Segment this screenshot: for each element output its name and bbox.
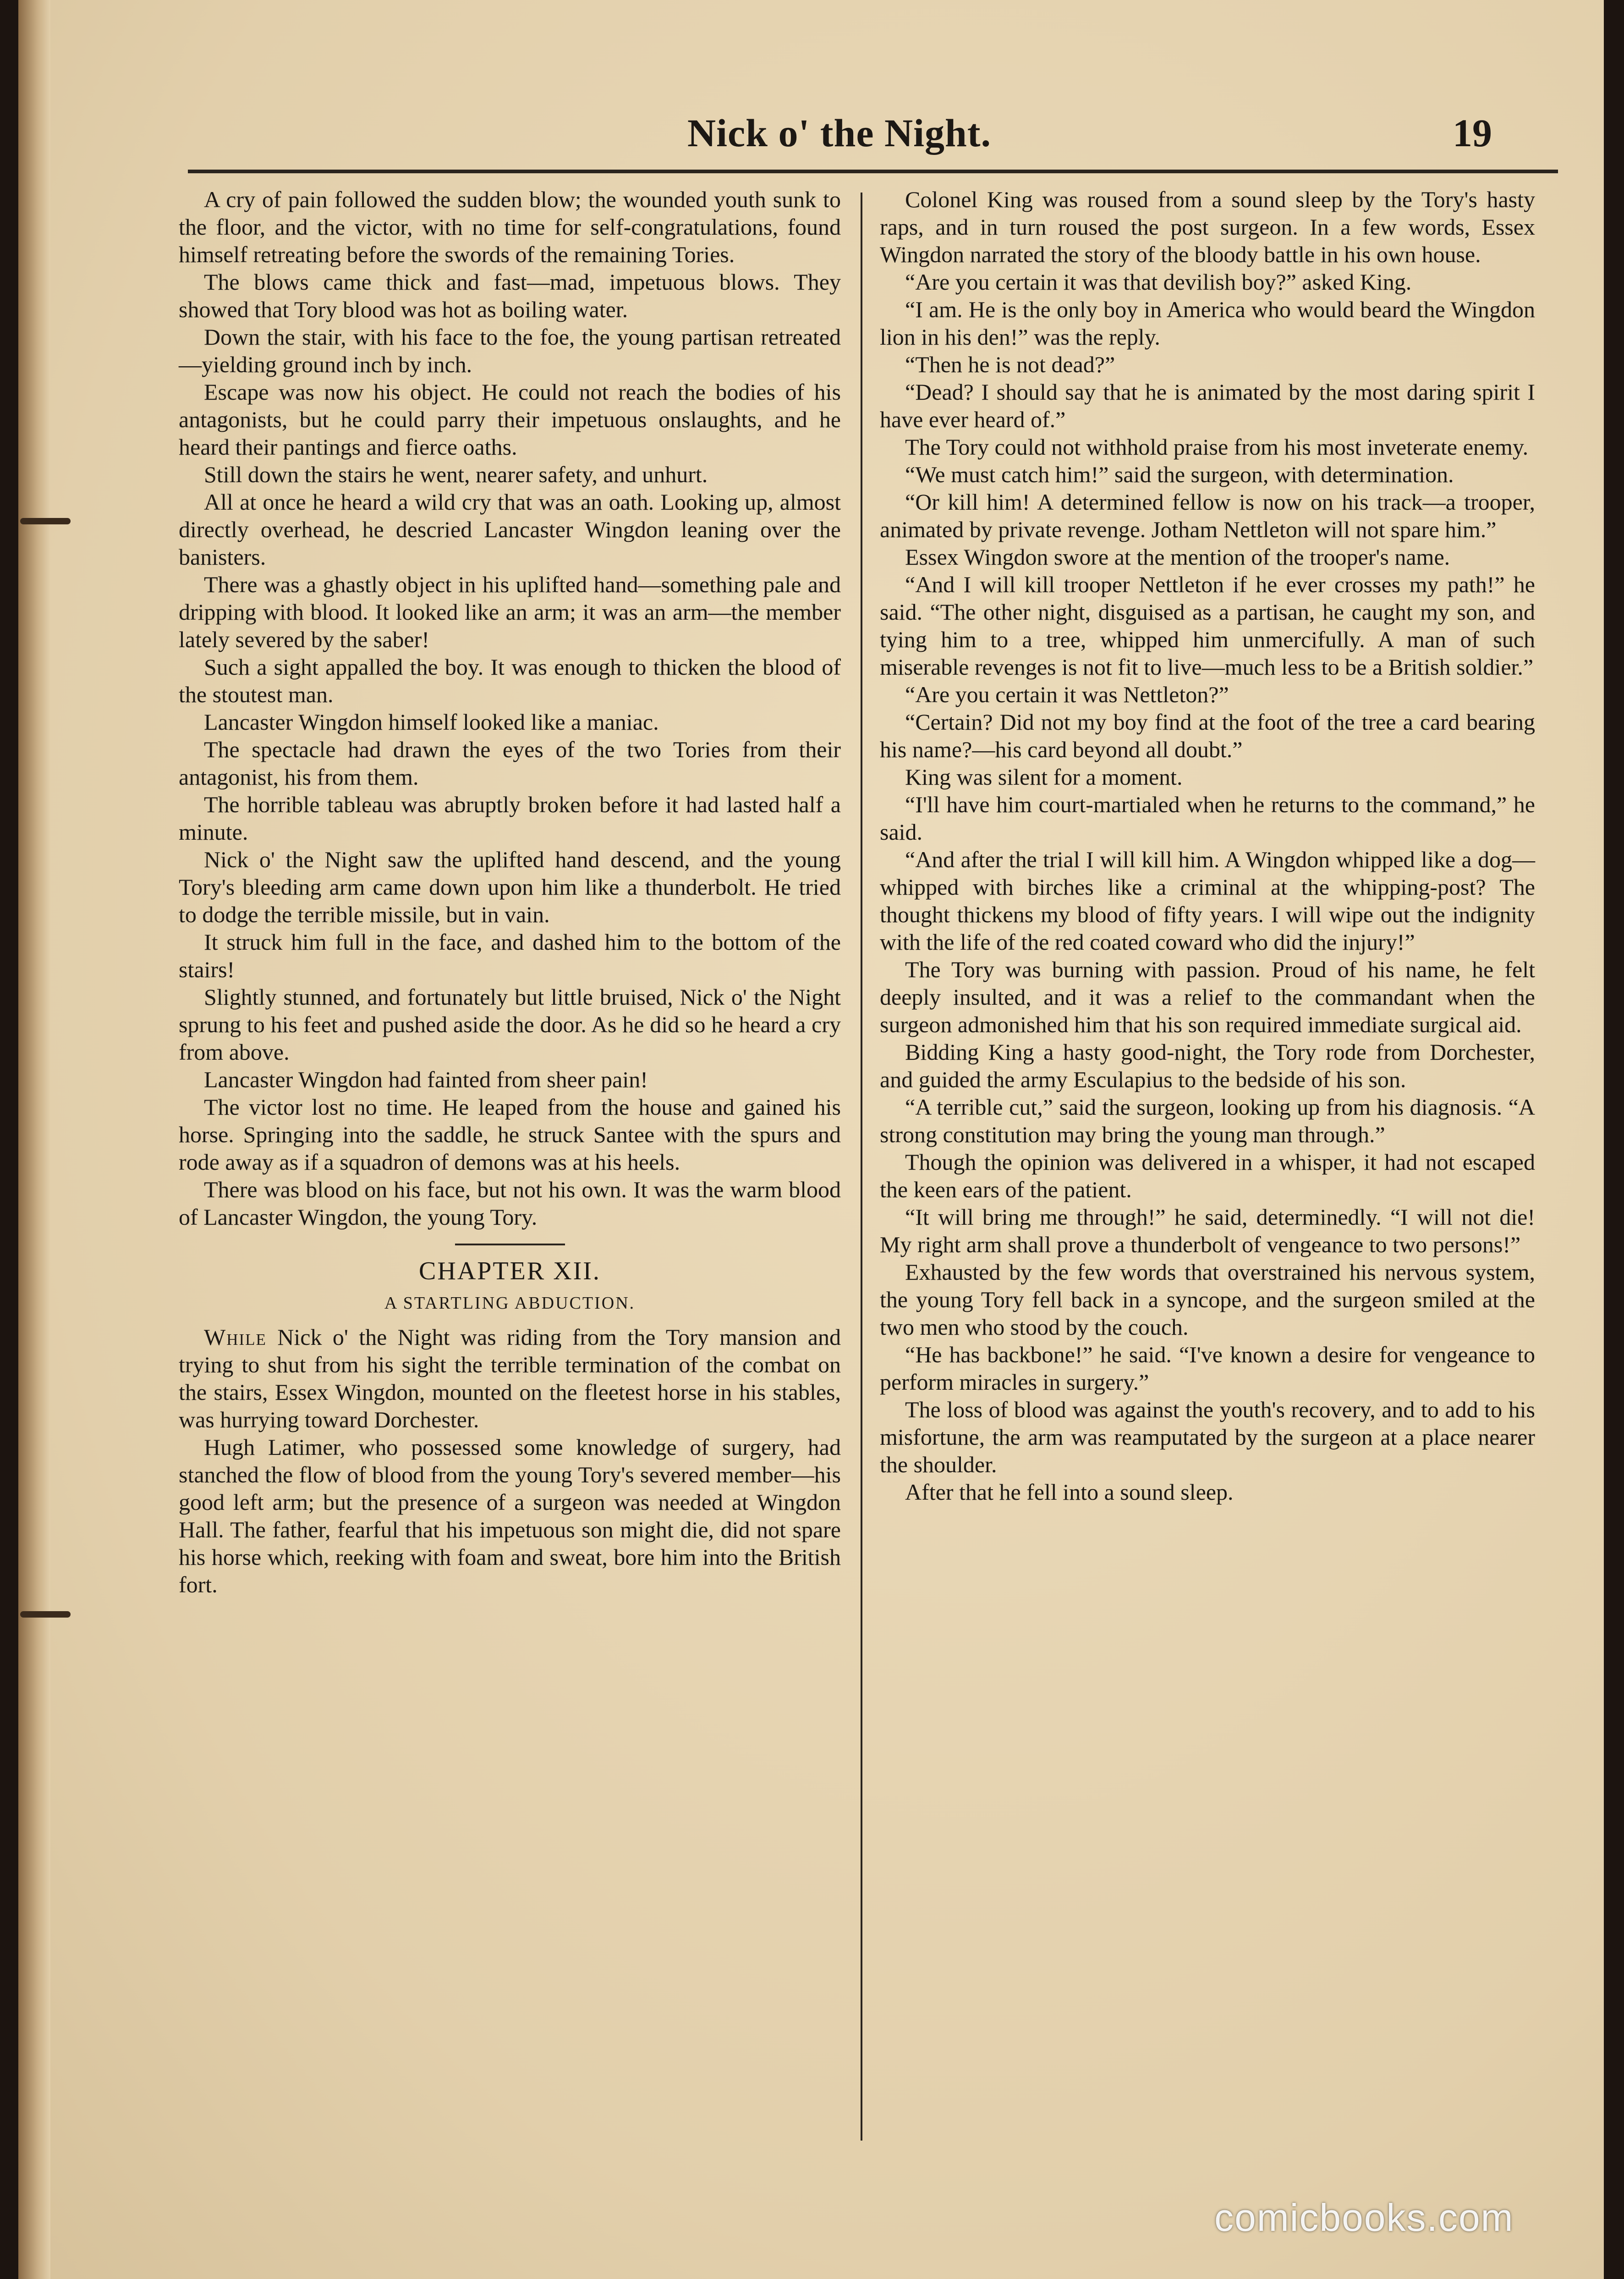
paragraph: “A terrible cut,” said the surgeon, looking up from his diagnosis. “A strong constitution may bring the young man through.”	[880, 1094, 1535, 1147]
paragraph: There was blood on his face, but not his own. It was the warm blood of Lancaster Wingdon, the young Tory.	[179, 1177, 841, 1230]
paragraph: “Are you certain it was that devilish boy?” asked King.	[905, 269, 1412, 295]
paragraph: “I am. He is the only boy in America who would beard the Wingdon lion in his den!” was the reply.	[880, 297, 1535, 350]
paragraph: Essex Wingdon swore at the mention of the trooper's name.	[905, 544, 1450, 570]
paragraph: Bidding King a hasty good-night, the Tory rode from Dorchester, and guided the army Esculapius to the bedside of his son.	[880, 1039, 1535, 1092]
paragraph: A cry of pain followed the sudden blow; the wounded youth sunk to the floor, and the victor, with no time for self-congratulations, found himself retreating before the swords of the remaining Tories.	[179, 187, 841, 267]
right-column	[880, 186, 1535, 1506]
left-column-paragraphs	[179, 186, 841, 1231]
paragraph: “Or kill him! A determined fellow is now on his track—a trooper, animated by private revenge. Jotham Nettleton will not spare him.”	[880, 489, 1535, 542]
paragraph: “It will bring me through!” he said, determinedly. “I will not die! My right arm shall prove a thunderbolt of vengeance to two persons!”	[880, 1204, 1535, 1257]
binding-stitch	[20, 518, 71, 524]
paragraph: “Then he is not dead?”	[905, 352, 1115, 377]
column-divider	[861, 193, 862, 2141]
paragraph: All at once he heard a wild cry that was an oath. Looking up, almost directly overhead, he descried Lancaster Wingdon leaning over the banisters.	[179, 489, 841, 570]
paragraph: Colonel King was roused from a sound sleep by the Tory's hasty raps, and in turn roused the post surgeon. In a few words, Essex Wingdon narrated the story of the bloody battle in his own house.	[880, 187, 1535, 267]
paragraph: After that he fell into a sound sleep.	[905, 1479, 1234, 1505]
watermark: comicbooks.com	[1214, 2196, 1514, 2239]
paragraph: “We must catch him!” said the surgeon, with determination.	[905, 462, 1454, 487]
paragraph: The horrible tableau was abruptly broken before it had lasted half a minute.	[179, 792, 841, 845]
right-column-paragraphs	[880, 186, 1535, 1506]
paragraph: “Are you certain it was Nettleton?”	[905, 682, 1229, 707]
paragraph: The Tory could not withhold praise from his most inveterate enemy.	[905, 434, 1529, 460]
paragraph: The loss of blood was against the youth's recovery, and to add to his misfortune, the arm was reamputated by the surgeon at a place nearer the shoulder.	[880, 1397, 1535, 1477]
paragraph: Escape was now his object. He could not reach the bodies of his antagonists, but he could parry their impetuous onslaughts, and he heard their pantings and fierce oaths.	[179, 379, 841, 460]
paragraph: There was a ghastly object in his uplifted hand—something pale and dripping with blood. It looked like an arm; it was an arm—the member lately severed by the saber!	[179, 572, 841, 652]
paragraph: “And after the trial I will kill him. A Wingdon whipped like a dog—whipped with birches like a criminal at the whipping-post? The thought thickens my blood of fifty years. I will wipe out the indignity with the life of the red coated coward who did the injury!”	[880, 847, 1535, 955]
paragraph: The spectacle had drawn the eyes of the two Tories from their antagonist, his from them.	[179, 737, 841, 790]
chapter-divider-rule	[455, 1244, 565, 1245]
paragraph: Hugh Latimer, who possessed some knowledge of surgery, had stanched the flow of blood from the young Tory's severed member—his good left arm; but the presence of a surgeon was needed at Wingdon Hall. The father, fearful that his impetuous son might die, did not spare his horse which, reeking with foam and sweat, bore him into the British fort.	[179, 1434, 841, 1597]
paragraph: Lancaster Wingdon had fainted from sheer pain!	[204, 1067, 648, 1092]
running-title: Nick o' the Night.	[687, 111, 991, 155]
paragraph: “He has backbone!” he said. “I've known a desire for vengeance to perform miracles in surgery.”	[880, 1342, 1535, 1395]
chapter-heading: CHAPTER XII.	[419, 1257, 601, 1285]
paragraph: The victor lost no time. He leaped from the house and gained his horse. Springing into the saddle, he struck Santee with the spurs and rode away as if a squadron of demons was at his heels.	[179, 1094, 841, 1175]
paragraph: Exhausted by the few words that overstrained his nervous system, the young Tory fell back in a syncope, and the surgeon smiled at the two men who stood by the couch.	[880, 1259, 1535, 1340]
paragraph: Such a sight appalled the boy. It was enough to thicken the blood of the stoutest man.	[179, 654, 841, 707]
left-column-paragraphs-after	[179, 1433, 841, 1598]
paragraph: Lancaster Wingdon himself looked like a maniac.	[204, 709, 659, 735]
paragraph: King was silent for a moment.	[905, 764, 1183, 790]
paragraph: Down the stair, with his face to the foe, the young partisan retreated—yielding ground inch by inch.	[179, 324, 841, 377]
left-column	[179, 186, 841, 1598]
paragraph: “Certain? Did not my boy find at the foot of the tree a card bearing his name?—his card beyond all doubt.”	[880, 709, 1535, 762]
binding-stitch	[20, 1611, 71, 1618]
chapter-lead-word: While	[204, 1324, 267, 1350]
book-page	[18, 0, 1604, 2279]
chapter-first-paragraph-text: Nick o' the Night was riding from the Tory mansion and trying to shut from his sight the terrible termination of the combat on the stairs, Essex Wingdon, mounted on the fleetest horse in his stables, was hurrying toward Dorchester.	[179, 1324, 841, 1432]
paragraph: It struck him full in the face, and dashed him to the bottom of the stairs!	[179, 929, 841, 982]
paragraph: “Dead? I should say that he is animated by the most daring spirit I have ever heard of.”	[880, 379, 1535, 432]
header-rule	[188, 170, 1558, 173]
page-binding	[18, 0, 50, 2279]
chapter-subtitle: A STARTLING ABDUCTION.	[384, 1294, 636, 1313]
paragraph: Slightly stunned, and fortunately but little bruised, Nick o' the Night sprung to his feet and pushed aside the door. As he did so he heard a cry from above.	[179, 984, 841, 1065]
paragraph: Though the opinion was delivered in a whisper, it had not escaped the keen ears of the patient.	[880, 1149, 1535, 1202]
paragraph: The Tory was burning with passion. Proud of his name, he felt deeply insulted, and it was a relief to the commandant when the surgeon admonished him that his son required immediate surgical aid.	[880, 957, 1535, 1037]
page-number: 19	[1453, 111, 1492, 155]
paragraph: Still down the stairs he went, nearer safety, and unhurt.	[204, 462, 708, 487]
paragraph: “And I will kill trooper Nettleton if he ever crosses my path!” he said. “The other night, disguised as a partisan, he caught my son, and tying him to a tree, whipped him unmercifully. A man of such miserable revenges is not fit to live—much less to be a British soldier.”	[880, 572, 1535, 680]
page-header	[18, 105, 1531, 160]
paragraph: “I'll have him court-martialed when he returns to the command,” he said.	[880, 792, 1535, 845]
paragraph: Nick o' the Night saw the uplifted hand descend, and the young Tory's bleeding arm came down upon him like a thunderbolt. He tried to dodge the terrible missile, but in vain.	[179, 847, 841, 927]
paragraph: The blows came thick and fast—mad, impetuous blows. They showed that Tory blood was hot as boiling water.	[179, 269, 841, 322]
chapter-first-paragraph	[179, 1323, 841, 1433]
